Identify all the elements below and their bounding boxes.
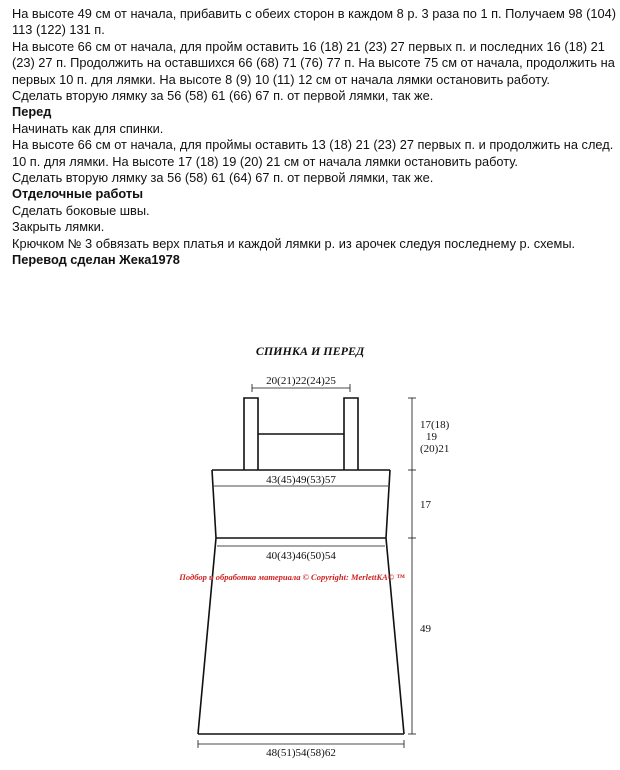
right-strap-outline: [344, 398, 358, 470]
bodice-right-side: [386, 470, 390, 538]
top-width-label: 20(21)22(24)25: [266, 375, 336, 387]
instruction-finishing-sides: Сделать боковые швы.: [12, 202, 150, 218]
translation-credit: Перевод сделан Жека1978: [12, 252, 180, 268]
instruction-back-second-strap: Сделать вторую лямку за 56 (58) 61 (66) 67 п. от первой лямки, так же.: [12, 88, 434, 104]
waist-width-label: 40(43)46(50)54: [266, 550, 336, 562]
instruction-front-armhole: На высоте 66 см от начала, для проймы оставить 13 (18) 21 (23) 27 первых п. и продолжить на след. 10 п. для лямки. На высоте 17 (18) 19 (20) 21 см от начала лямки остановить работу.: [12, 137, 614, 169]
skirt-left-side: [198, 538, 216, 734]
hem-width-label: 48(51)54(58)62: [266, 747, 336, 759]
bodice-width-label: 43(45)49(53)57: [266, 474, 336, 486]
strap-height-label-1: 17(18): [420, 419, 450, 431]
strap-height-label-3: (20)21: [420, 443, 450, 455]
instruction-finishing-crochet: Крючком № 3 обвязать верх платья и каждой лямки р. из арочек следуя последнему р. схемы.: [12, 235, 576, 251]
instruction-back-shoulders: На высоте 49 см от начала, прибавить с обеих сторон в каждом 8 р. 3 раза по 1 п. Получаем 98 (104) 113 (122) 131 п.: [12, 6, 616, 38]
instruction-front-second-strap: Сделать вторую лямку за 56 (58) 61 (64) 67 п. от первой лямки, так же.: [12, 170, 434, 186]
diagram-title: СПИНКА И ПЕРЕД: [255, 344, 365, 358]
skirt-height-label: 49: [420, 623, 431, 635]
strap-height-label-2: 19: [426, 431, 437, 443]
skirt-right-side: [386, 538, 404, 734]
pattern-instructions: [12, 6, 616, 269]
bodice-height-label: 17: [420, 499, 431, 511]
instruction-finishing-straps: Закрыть лямки.: [12, 219, 105, 235]
section-heading-finishing: Отделочные работы: [12, 186, 144, 202]
instruction-back-armhole: На высоте 66 см от начала, для пройм оставить 16 (18) 21 (23) 27 первых п. и последних 16 (18) 21 (23) 27 п. Продолжить на оставшихся 66 (68) 71 (76) 77 п. На высоте 75 см от начала, продолжить на первых 10 п. для лямки. На высоте 8 (9) 10 (11) 12 см от начала лямки остановить работу.: [12, 38, 615, 87]
section-heading-front: Перед: [12, 104, 52, 120]
instruction-front-start: Начинать как для спинки.: [12, 120, 164, 136]
copyright-watermark: Подбор и обработка материала © Copyright: MerlettKA© ™: [179, 572, 405, 582]
left-strap-outline: [244, 398, 258, 470]
dress-schematic: [0, 330, 620, 770]
bodice-left-side: [212, 470, 216, 538]
